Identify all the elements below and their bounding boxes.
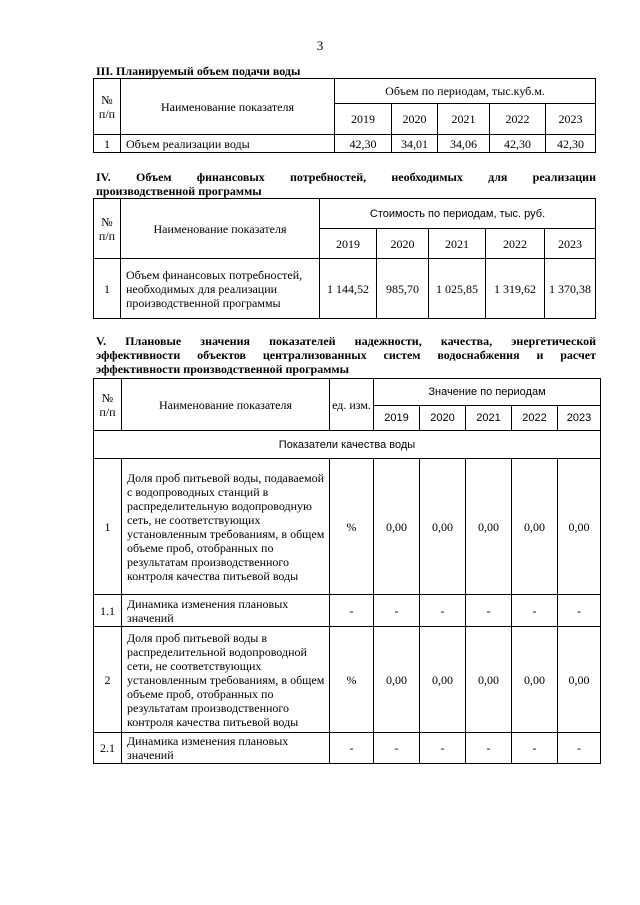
row-num: 1.1 <box>94 595 122 627</box>
row-value: - <box>512 595 558 627</box>
table-row <box>94 595 601 627</box>
row-num: 1 <box>94 259 121 319</box>
row-value: 42,30 <box>546 135 596 153</box>
header-num: № п/п <box>94 79 121 135</box>
row-value: 0,00 <box>466 459 512 595</box>
row-value: - <box>558 733 601 764</box>
row-value: 34,01 <box>392 135 438 153</box>
row-name: Доля проб питьевой воды, подаваемой с водопроводных станций в распределительную водопроводную сеть, не соответствующих установленным требованиям, в общем объеме проб, отобранных по результатам производственного контроля качества питьевой воды <box>122 459 330 595</box>
row-value: 34,06 <box>438 135 490 153</box>
header-year: 2021 <box>429 229 486 259</box>
row-value: - <box>512 733 558 764</box>
row-name: Объем реализации воды <box>121 135 335 153</box>
header-name: Наименование показателя <box>121 79 335 135</box>
header-year: 2023 <box>558 406 601 431</box>
quality-indicators-table <box>93 378 601 764</box>
header-name: Наименование показателя <box>121 199 320 259</box>
header-year: 2021 <box>466 406 512 431</box>
header-period: Объем по периодам, тыс.куб.м. <box>335 79 596 104</box>
section-5-title-line: V. Плановые значения показателей надежности, качества, энергетической <box>96 334 596 348</box>
row-name: Динамика изменения плановых значений <box>122 595 330 627</box>
row-value: - <box>420 595 466 627</box>
section-5-title-line: эффективности производственной программы <box>96 362 349 376</box>
row-value: 1 370,38 <box>545 259 596 319</box>
header-year: 2021 <box>438 104 490 135</box>
table-row <box>94 459 601 595</box>
header-period: Стоимость по периодам, тыс. руб. <box>320 199 596 229</box>
supply-volume-table <box>93 78 596 153</box>
row-name: Динамика изменения плановых значений <box>122 733 330 764</box>
row-value: 0,00 <box>512 459 558 595</box>
header-year: 2019 <box>335 104 392 135</box>
page-number: 3 <box>316 38 324 53</box>
header-name: Наименование показателя <box>122 379 330 431</box>
row-value: - <box>558 595 601 627</box>
row-value: 42,30 <box>335 135 392 153</box>
row-num: 2.1 <box>94 733 122 764</box>
header-year: 2020 <box>377 229 429 259</box>
row-value: - <box>374 733 420 764</box>
row-value: - <box>466 733 512 764</box>
financial-needs-table <box>93 198 596 319</box>
table-row <box>94 259 596 319</box>
section-3-title: III. Планируемый объем подачи воды <box>96 64 301 78</box>
row-value: - <box>420 733 466 764</box>
header-year: 2022 <box>486 229 545 259</box>
group-label: Показатели качества воды <box>94 431 601 459</box>
row-unit: - <box>330 595 374 627</box>
header-year: 2019 <box>320 229 377 259</box>
row-value: 1 144,52 <box>320 259 377 319</box>
section-5-title-line: эффективности объектов централизованных систем водоснабжения и расчет <box>96 348 596 362</box>
header-year: 2019 <box>374 406 420 431</box>
row-unit: % <box>330 459 374 595</box>
header-period: Значение по периодам <box>374 379 601 406</box>
section-4-title <box>96 170 596 198</box>
table-row <box>94 733 601 764</box>
row-value: 0,00 <box>512 627 558 733</box>
header-num: № п/п <box>94 199 121 259</box>
header-year: 2022 <box>490 104 546 135</box>
header-num: № п/п <box>94 379 122 431</box>
header-year: 2020 <box>420 406 466 431</box>
row-value: 0,00 <box>466 627 512 733</box>
row-value: - <box>466 595 512 627</box>
header-year: 2023 <box>545 229 596 259</box>
header-year: 2022 <box>512 406 558 431</box>
row-value: 1 025,85 <box>429 259 486 319</box>
row-value: 0,00 <box>420 459 466 595</box>
row-value: 42,30 <box>490 135 546 153</box>
section-4-title-line: IV. Объем финансовых потребностей, необходимых для реализации <box>96 170 596 184</box>
header-unit: ед. изм. <box>330 379 374 431</box>
row-num: 1 <box>94 135 121 153</box>
table-row <box>94 627 601 733</box>
row-value: 0,00 <box>374 459 420 595</box>
section-5-title <box>96 334 596 376</box>
table-row <box>94 135 596 153</box>
row-value: 985,70 <box>377 259 429 319</box>
header-year: 2020 <box>392 104 438 135</box>
row-value: 0,00 <box>420 627 466 733</box>
row-value: 0,00 <box>558 627 601 733</box>
row-unit: - <box>330 733 374 764</box>
row-value: 0,00 <box>558 459 601 595</box>
row-value: - <box>374 595 420 627</box>
row-unit: % <box>330 627 374 733</box>
row-name: Доля проб питьевой воды в распределительной водопроводной сети, не соответствующих установленным требованиям, в общем объеме проб, отобранных по результатам производственного контроля качества питьевой воды <box>122 627 330 733</box>
row-name: Объем финансовых потребностей, необходимых для реализации производственной программы <box>121 259 320 319</box>
row-num: 1 <box>94 459 122 595</box>
header-year: 2023 <box>546 104 596 135</box>
row-value: 1 319,62 <box>486 259 545 319</box>
section-4-title-line: производственной программы <box>96 184 262 198</box>
row-value: 0,00 <box>374 627 420 733</box>
row-num: 2 <box>94 627 122 733</box>
